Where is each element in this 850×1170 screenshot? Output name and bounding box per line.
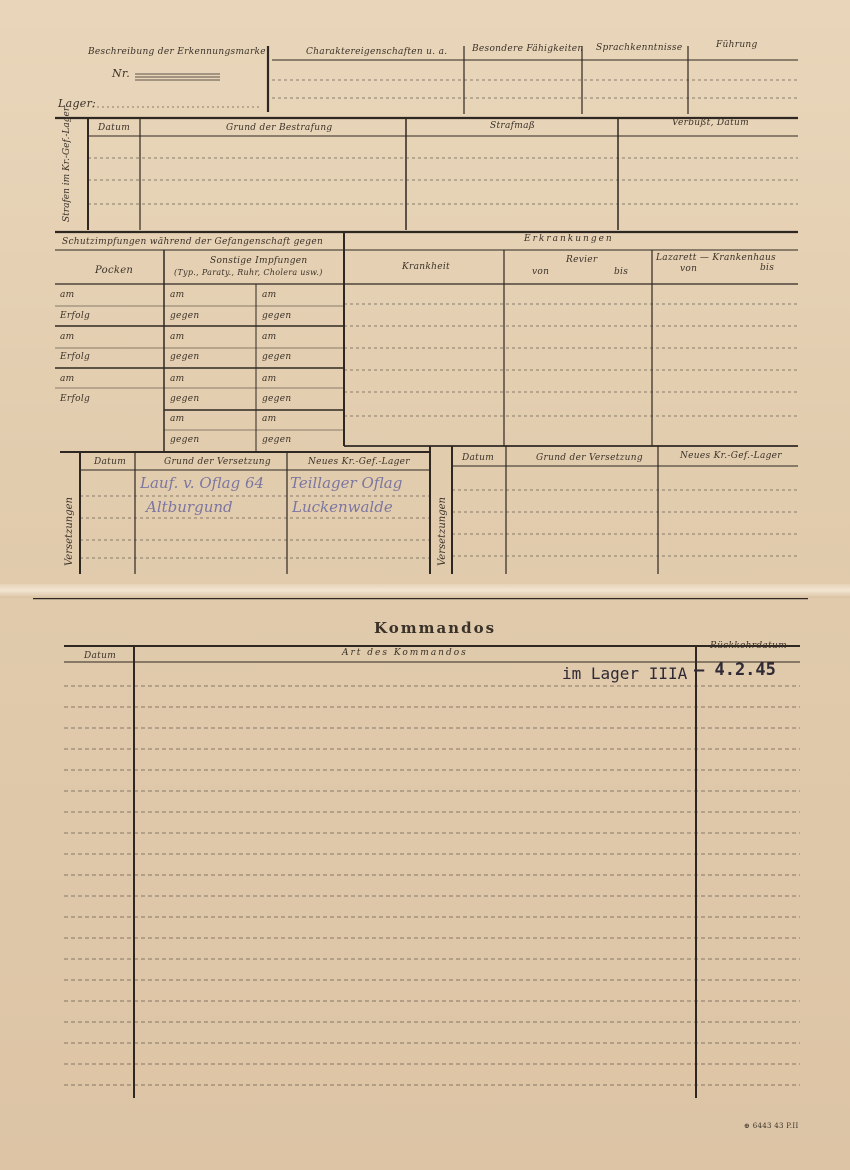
impfung-cell: Erfolg	[60, 394, 91, 404]
lager-label: Lager:	[58, 97, 97, 110]
nr-label: Nr.	[112, 67, 131, 80]
strafen-datum-header: Datum	[98, 123, 131, 133]
impfung-cell: am	[170, 332, 185, 342]
versetzung-lager-header-2: Neues Kr.-Gef.-Lager	[680, 451, 782, 461]
erkrankungen-title: Erkrankungen	[524, 234, 614, 244]
impfung-cell: Erfolg	[60, 311, 91, 321]
erkennungsmarke-label: Beschreibung der Erkennungsmarke	[88, 47, 266, 57]
impfungen-title: Schutzimpfungen während der Gefangenschaft gegen	[62, 237, 324, 247]
sprachen-label: Sprachkenntnisse	[596, 43, 683, 53]
versetzungen-side-label-left: Versetzungen	[64, 497, 75, 566]
impfung-cell: gegen	[170, 352, 200, 362]
impfung-cell: gegen	[262, 352, 292, 362]
print-code: ⊕ 6443 43 P.II	[744, 1122, 799, 1130]
strafen-verbuesst-header: Verbüßt, Datum	[672, 118, 749, 128]
charakter-label: Charaktereigenschaften u. a.	[306, 47, 448, 57]
stamped-rueckkehr-date: – 4.2.45	[694, 660, 776, 680]
impfung-cell: am	[170, 374, 185, 384]
impfung-cell: Erfolg	[60, 352, 91, 362]
impfung-cell: am	[170, 290, 185, 300]
impfung-cell: gegen	[262, 311, 292, 321]
versetzung-grund-header-2: Grund der Versetzung	[536, 453, 643, 463]
handwritten-grund-line-2: Altburgund	[146, 498, 233, 516]
impfung-cell: gegen	[262, 435, 292, 445]
handwritten-lager-line-2: Luckenwalde	[292, 498, 393, 516]
kommando-datum-header: Datum	[84, 651, 117, 661]
lazarett-von: von	[680, 264, 698, 274]
impfung-cell: gegen	[262, 394, 292, 404]
impfung-cell: am	[262, 374, 277, 384]
revier-bis: bis	[614, 267, 629, 277]
paper-fold-crease	[0, 584, 850, 598]
impfung-cell: gegen	[170, 435, 200, 445]
kommando-art-header: Art des Kommandos	[342, 648, 468, 658]
versetzung-grund-header: Grund der Versetzung	[164, 457, 271, 467]
sonstige-subheader: (Typ., Paraty., Ruhr, Cholera usw.)	[174, 268, 323, 277]
impfung-cell: am	[262, 332, 277, 342]
kommandos-title: Kommandos	[374, 619, 497, 637]
impfung-cell: am	[60, 290, 75, 300]
lazarett-bis: bis	[760, 263, 775, 273]
versetzung-datum-header-2: Datum	[462, 453, 495, 463]
impfung-cell: gegen	[170, 311, 200, 321]
lazarett-header: Lazarett — Krankenhaus	[656, 253, 776, 263]
handwritten-lager-line-1: Teillager Oflag	[290, 474, 403, 492]
pocken-header: Pocken	[95, 265, 134, 276]
faehigkeiten-label: Besondere Fähigkeiten	[472, 44, 584, 54]
kommando-rueckkehr-header: Rückkehrdatum	[710, 641, 787, 651]
strafen-strafmass-header: Strafmaß	[490, 121, 536, 131]
krankheit-header: Krankheit	[402, 262, 450, 272]
sonstige-header: Sonstige Impfungen	[210, 256, 308, 266]
revier-von: von	[532, 267, 550, 277]
impfung-cell: am	[60, 374, 75, 384]
fuehrung-label: Führung	[716, 40, 758, 50]
revier-header: Revier	[566, 255, 598, 265]
strafen-side-label: Strafen im Kr.-Gef.-Lager	[62, 106, 72, 222]
stamped-kommando-art: im Lager IIIA	[562, 664, 688, 683]
impfung-cell: am	[170, 414, 185, 424]
versetzungen-side-label-right: Versetzungen	[437, 497, 448, 566]
versetzung-lager-header: Neues Kr.-Gef.-Lager	[308, 457, 410, 467]
impfung-cell: gegen	[170, 394, 200, 404]
handwritten-grund-line-1: Lauf. v. Oflag 64	[140, 474, 265, 492]
impfung-cell: am	[60, 332, 75, 342]
impfung-cell: am	[262, 414, 277, 424]
impfung-cell: am	[262, 290, 277, 300]
strafen-grund-header: Grund der Bestrafung	[226, 123, 333, 133]
versetzung-datum-header: Datum	[94, 457, 127, 467]
